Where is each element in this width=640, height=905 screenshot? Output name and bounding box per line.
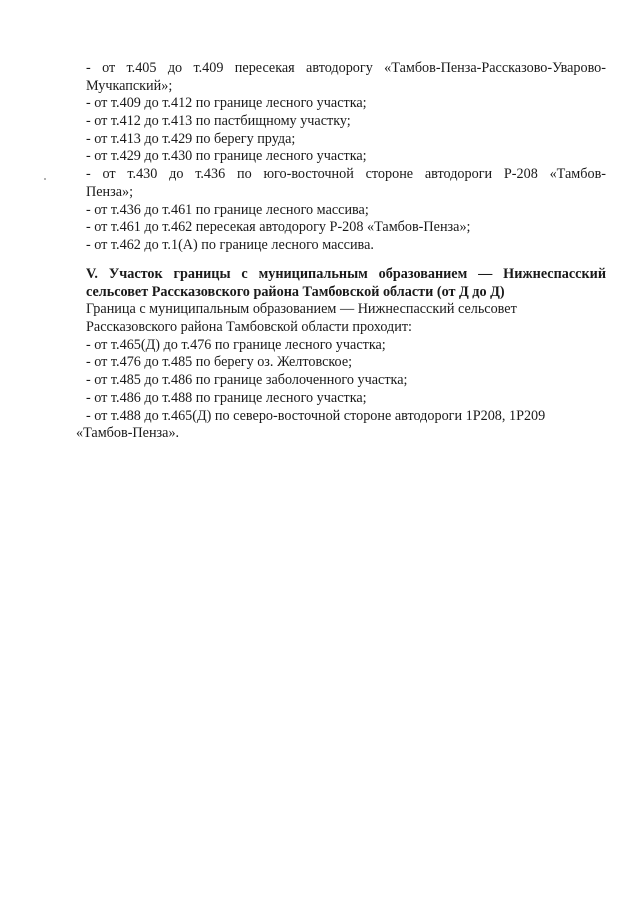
section-4-boundary-list [86,60,606,255]
boundary-item-continuation: Мучкапский»; [86,77,173,94]
boundary-item: - от т.485 до т.486 по границе заболоченного участка; [86,372,408,389]
section-5-heading: V. Участок границы с муниципальным образованием — Нижнеспасский [86,266,606,282]
boundary-item: - от т.462 до т.1(А) по границе лесного массива. [86,236,374,253]
boundary-item: - от т.488 до т.465(Д) по северо-восточной стороне автодороги 1Р208, 1Р209 [86,407,546,424]
section-5-heading-continuation: сельсовет Рассказовского района Тамбовской области (от Д до Д) [86,283,505,300]
section-5-intro: Граница с муниципальным образованием — Нижнеспасский сельсовет [86,301,517,318]
scan-speck [44,178,46,180]
boundary-item: - от т.429 до т.430 по границе лесного участка; [86,148,367,165]
boundary-item: - от т.405 до т.409 пересекая автодорогу «Тамбов-Пенза-Рассказово-Уварово- [86,60,606,76]
section-5-intro-continuation: Рассказовского района Тамбовской области проходит: [86,319,412,336]
boundary-item: - от т.461 до т.462 пересекая автодорогу Р-208 «Тамбов-Пенза»; [86,219,471,236]
boundary-item: - от т.412 до т.413 по пастбищному участку; [86,113,351,130]
boundary-item-continuation: «Тамбов-Пенза». [76,425,180,442]
boundary-item: - от т.436 до т.461 по границе лесного массива; [86,201,369,218]
boundary-item: - от т.465(Д) до т.476 по границе лесного участка; [86,336,386,353]
boundary-item: - от т.409 до т.412 по границе лесного участка; [86,95,367,112]
boundary-item: - от т.486 до т.488 по границе лесного участка; [86,389,367,406]
section-5 [76,266,606,443]
boundary-item: - от т.476 до т.485 по берегу оз. Желтовское; [86,354,353,371]
boundary-item: - от т.413 до т.429 по берегу пруда; [86,130,296,147]
boundary-item-continuation: Пенза»; [86,183,134,200]
boundary-item: - от т.430 до т.436 по юго-восточной стороне автодороги Р-208 «Тамбов- [86,166,606,183]
